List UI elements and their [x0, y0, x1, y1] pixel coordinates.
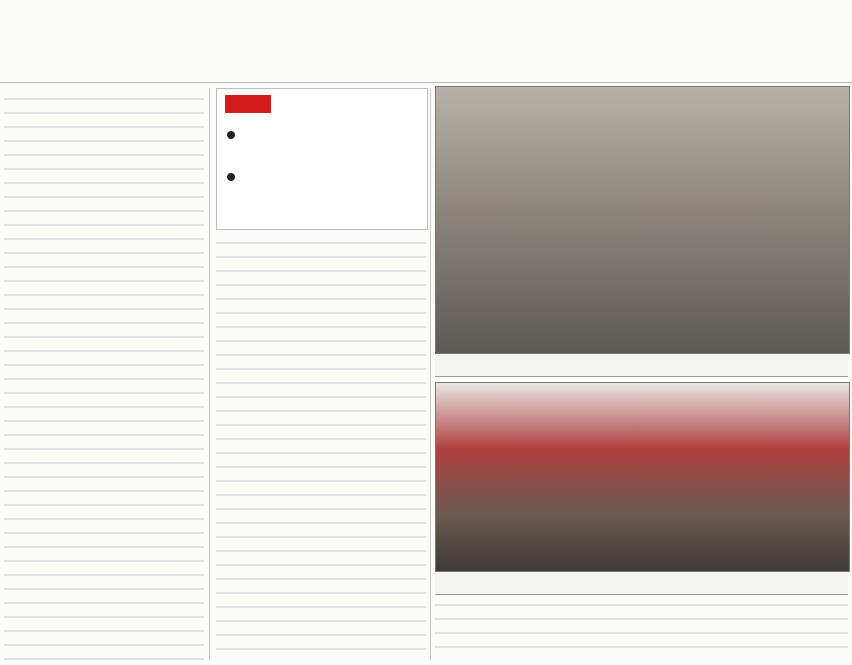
column-rule [430, 88, 431, 660]
photo-caption [435, 354, 848, 377]
photo-gathering [435, 382, 850, 572]
highlights-box [216, 88, 428, 230]
article-column-left [4, 92, 204, 660]
photo-caption [435, 572, 848, 595]
highlights-tag [225, 95, 271, 113]
bullet-icon [227, 131, 235, 139]
article-column-bottom [435, 598, 848, 660]
bullet-icon [227, 173, 235, 181]
photo-stadium [435, 86, 850, 354]
column-rule [209, 88, 210, 660]
headline [0, 0, 852, 83]
article-column-middle [216, 236, 426, 660]
